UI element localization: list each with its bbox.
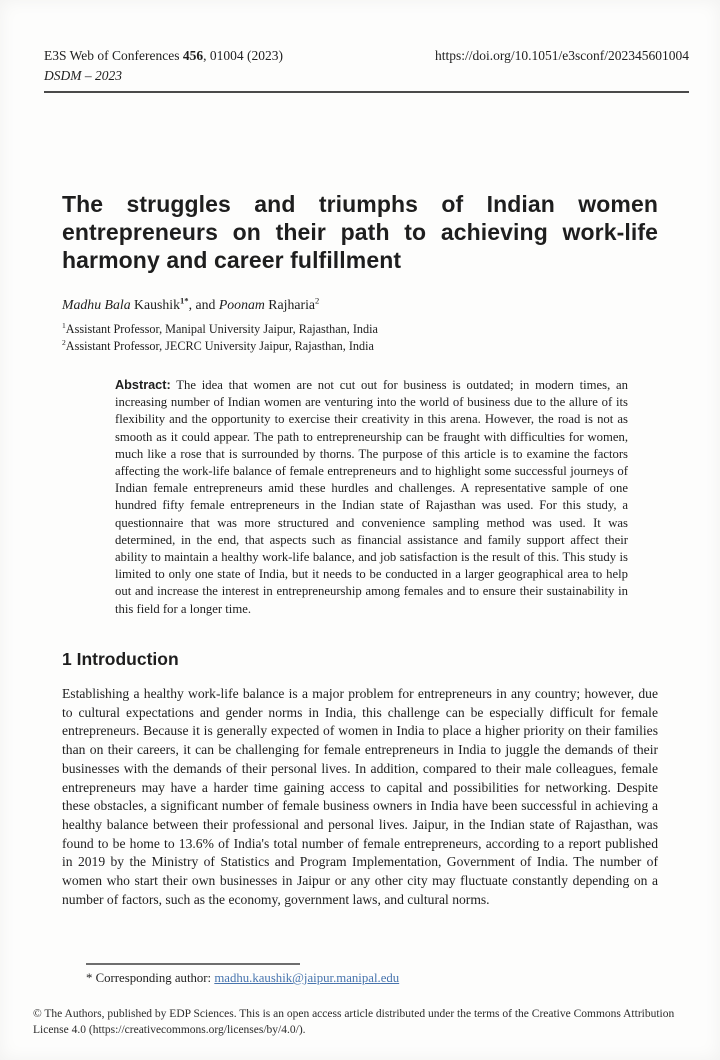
author-1-family: Kaushik bbox=[130, 297, 181, 312]
corresponding-author-label: * Corresponding author: bbox=[86, 971, 215, 985]
author-1-affiliation-marker: 1* bbox=[180, 295, 189, 306]
corresponding-author-note bbox=[86, 971, 646, 986]
affiliation-1-marker: 1 bbox=[62, 320, 66, 330]
doi-text: https://doi.org/10.1051/e3sconf/202345601004 bbox=[435, 48, 689, 63]
affiliation-2-marker: 2 bbox=[62, 337, 66, 347]
author-2-family: Rajharia bbox=[264, 297, 316, 312]
corresponding-author-email-link[interactable]: madhu.kaushik@jaipur.manipal.edu bbox=[214, 971, 400, 985]
affiliation-2: $^2$Assistant Professor, JECRC University Jaipur, Rajasthan, India bbox=[62, 337, 374, 353]
header-rule bbox=[44, 91, 689, 93]
journal-volume: 456 bbox=[182, 48, 204, 63]
running-header bbox=[44, 48, 689, 64]
section-heading-introduction: 1 Introduction bbox=[62, 649, 179, 669]
footnote-rule bbox=[86, 963, 300, 965]
copyright-notice: © The Authors, published by EDP Sciences. This is an open access article distributed under the terms of the Creative Commons Attribution License 4.0 (https://creativecommons.org/licenses/by/4.0/). bbox=[33, 1008, 675, 1036]
conference-name: DSDM – 2023 bbox=[44, 68, 122, 83]
author-1-given: Madhu Bala bbox=[62, 297, 131, 312]
authors-separator: , and bbox=[188, 297, 219, 312]
paper-title: The struggles and triumphs of Indian women entrepreneurs on their path to achieving work-life harmony and career fulfillment bbox=[62, 191, 658, 273]
author-2-affiliation-marker: 2 bbox=[315, 295, 320, 306]
journal-reference: E3S Web of Conferences 456, 01004 (2023) bbox=[44, 48, 284, 63]
abstract-text: The idea that women are not cut out for business is outdated; in modern times, an increasing number of Indian women are venturing into the world of business due to the allure of its flexibility and the opportunity to exercise their creativity in this arena. However, the road is not as smooth as it could appear. The path to entrepreneurship can be fraught with difficulties for women, much like a rose that is surrounded by thorns. The purpose of this article is to examine the factors affecting the work-life balance of female entrepreneurs and to highlight some successful journeys of Indian female entrepreneurs amid these hurdles and challenges. A representative sample of one hundred fifty female entrepreneurs in the Indian state of Rajasthan was used. For this study, a questionnaire that was more structured and convenience sampling method was used. It was determined, in the end, that aspects such as financial assistance and family support affect their ability to maintain a healthy work-life balance, and job satisfaction is the result of this. This study is limited to only one state of India, but it needs to be conducted in a larger geographical area to help out and increase the interest in entrepreneurship among females and to ensure their sustainability in this field for a longer time. bbox=[115, 378, 628, 616]
introduction-paragraph: Establishing a healthy work-life balance is a major problem for entrepreneurs in any country; however, due to cultural expectations and gender norms in India, this challenge can be especially difficult for female entrepreneurs. Because it is generally expected of women in India to place a higher priority on their families than on their careers, it can be challenging for female entrepreneurs in India to juggle the demands of their businesses with the demands of their personal lives. In addition, compared to their male colleagues, female entrepreneurs may have a harder time gaining access to capital and possibilities for networking. Despite these obstacles, a significant number of female business owners in India have been successful in achieving a healthy balance between their professional and personal lives. Jaipur, in the Indian state of Rajasthan, was found to be home to 13.6% of India's total number of female entrepreneurs, according to a report published in 2019 by the Ministry of Statistics and Program Implementation, Government of India. The number of women who start their own businesses in Jaipur or any other city may fluctuate constantly depending on a number of factors, such as the economy, government laws, and cultural norms. bbox=[62, 686, 658, 907]
affiliation-1: $^1$Assistant Professor, Manipal University Jaipur, Rajasthan, India bbox=[62, 320, 378, 336]
author-2-given: Poonam bbox=[218, 297, 265, 312]
authors-line bbox=[62, 297, 658, 313]
abstract-label: Abstract: bbox=[115, 378, 171, 392]
abstract-block bbox=[115, 377, 628, 618]
